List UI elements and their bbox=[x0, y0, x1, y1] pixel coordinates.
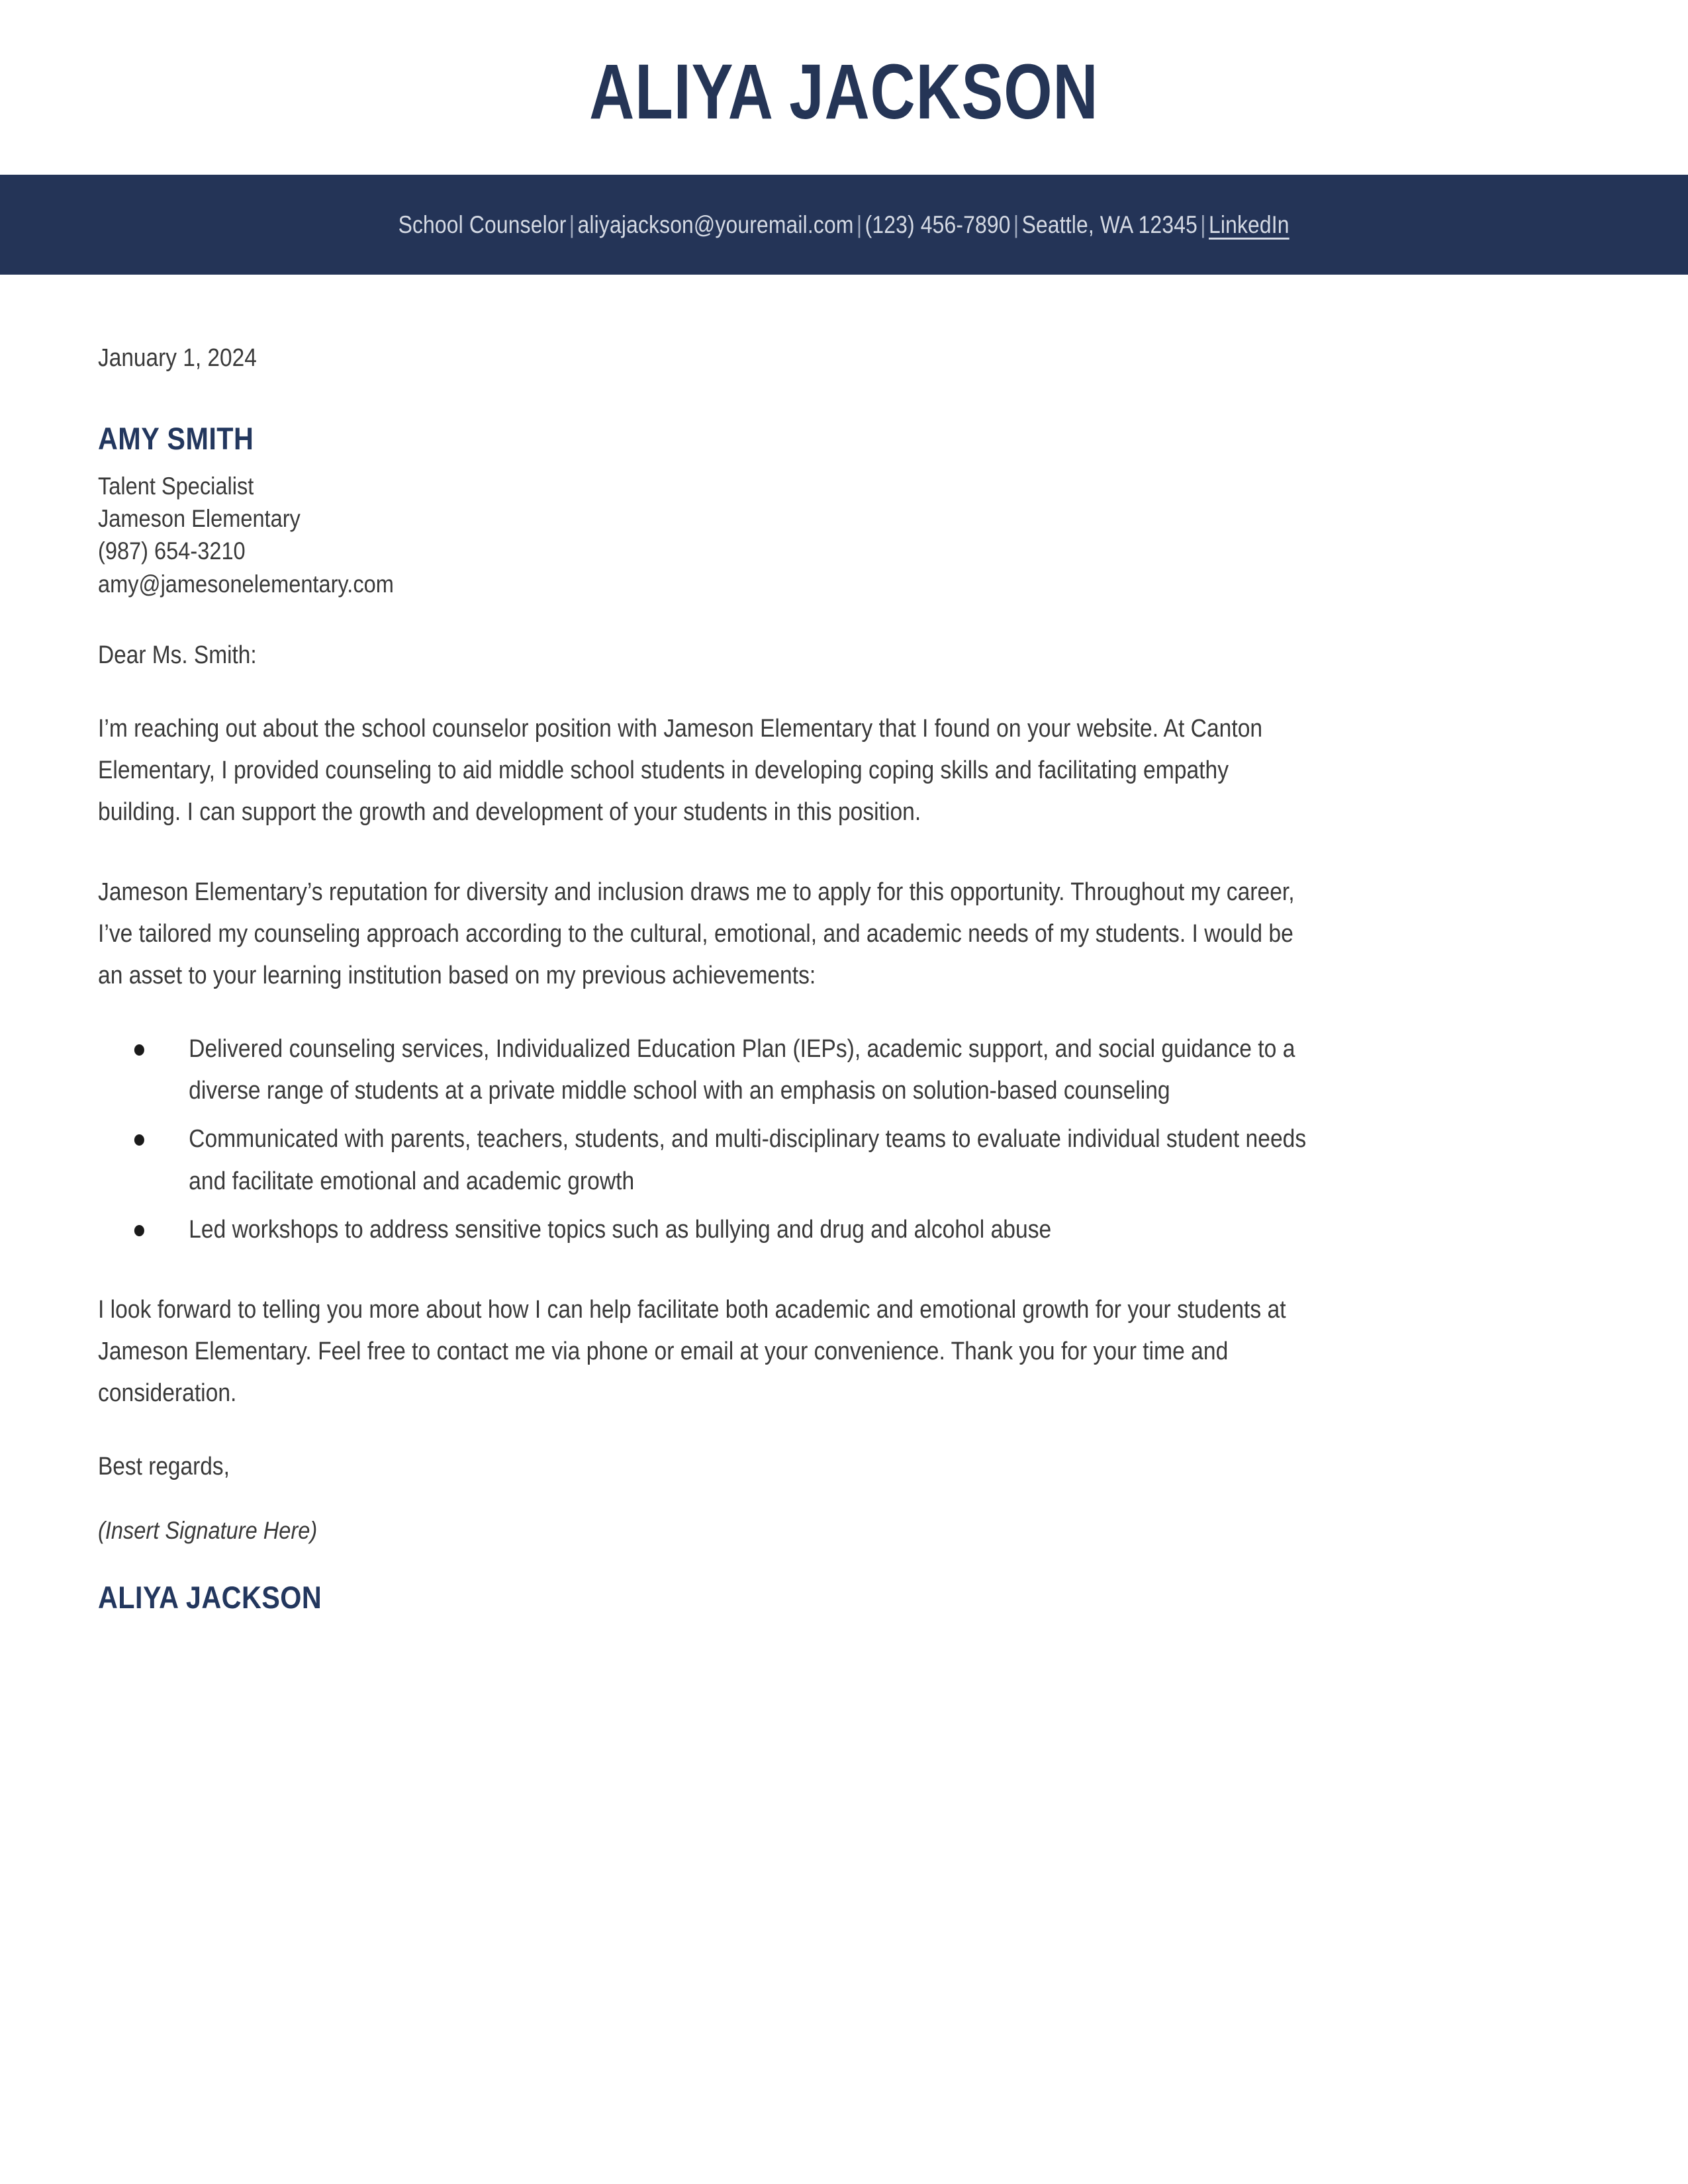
applicant-name-heading: ALIYA JACKSON bbox=[589, 48, 1099, 136]
salutation: Dear Ms. Smith: bbox=[98, 641, 257, 669]
contact-separator-1: | bbox=[569, 210, 575, 238]
contact-email[interactable]: aliyajackson@youremail.com bbox=[577, 210, 854, 238]
achievements-list bbox=[98, 1028, 1311, 1250]
contact-separator-2: | bbox=[857, 210, 863, 238]
letter-date: January 1, 2024 bbox=[98, 344, 257, 372]
recipient-title: Talent Specialist bbox=[98, 473, 254, 500]
contact-separator-3: | bbox=[1013, 210, 1019, 238]
closing-paragraph: I look forward to telling you more about how I can help facilitate both academic and emotional growth for your students at Jameson Elementary. Feel free to contact me via phone or email at your convenience. Thank you for your time and consideration. bbox=[98, 1295, 1286, 1407]
body-paragraph-1: I’m reaching out about the school counselor position with Jameson Elementary that I found on your website. At Canton Elementary, I provided counseling to aid middle school students in developing coping skills and facilitating empathy building. I can support the growth and development of your students in this position. bbox=[98, 714, 1263, 826]
contact-phone[interactable]: (123) 456-7890 bbox=[865, 210, 1011, 238]
letter-body bbox=[0, 344, 1688, 1615]
contact-line bbox=[399, 211, 1289, 239]
sign-off: Best regards, bbox=[98, 1452, 230, 1480]
recipient-name: AMY SMITH bbox=[98, 421, 254, 456]
recipient-block bbox=[98, 420, 1503, 600]
body-paragraph-2: Jameson Elementary’s reputation for diversity and inclusion draws me to apply for this opportunity. Throughout my career, I’ve tailored my counseling approach according to the cultural, emotional, and academic needs of my students. I would be an asset to your learning institution based on my previous achievements: bbox=[98, 878, 1295, 990]
list-item: Communicated with parents, teachers, students, and multi-disciplinary teams to evaluate individual student needs and facilitate emotional and academic growth bbox=[98, 1118, 1311, 1202]
recipient-company: Jameson Elementary bbox=[98, 505, 301, 533]
recipient-phone: (987) 654-3210 bbox=[98, 537, 246, 565]
contact-band bbox=[0, 175, 1688, 275]
contact-job-title: School Counselor bbox=[398, 210, 567, 238]
linkedin-link[interactable]: LinkedIn bbox=[1209, 210, 1290, 238]
recipient-email: amy@jamesonelementary.com bbox=[98, 570, 394, 598]
list-item: Delivered counseling services, Individualized Education Plan (IEPs), academic support, and social guidance to a diverse range of students at a private middle school with an emphasis on solution-based counseling bbox=[98, 1028, 1311, 1112]
signature-placeholder: (Insert Signature Here) bbox=[98, 1516, 318, 1544]
signature-name: ALIYA JACKSON bbox=[98, 1579, 322, 1615]
list-item: Led workshops to address sensitive topics such as bullying and drug and alcohol abuse bbox=[98, 1209, 1311, 1251]
contact-separator-4: | bbox=[1200, 210, 1207, 238]
letterhead bbox=[0, 0, 1688, 175]
contact-location: Seattle, WA 12345 bbox=[1022, 210, 1198, 238]
